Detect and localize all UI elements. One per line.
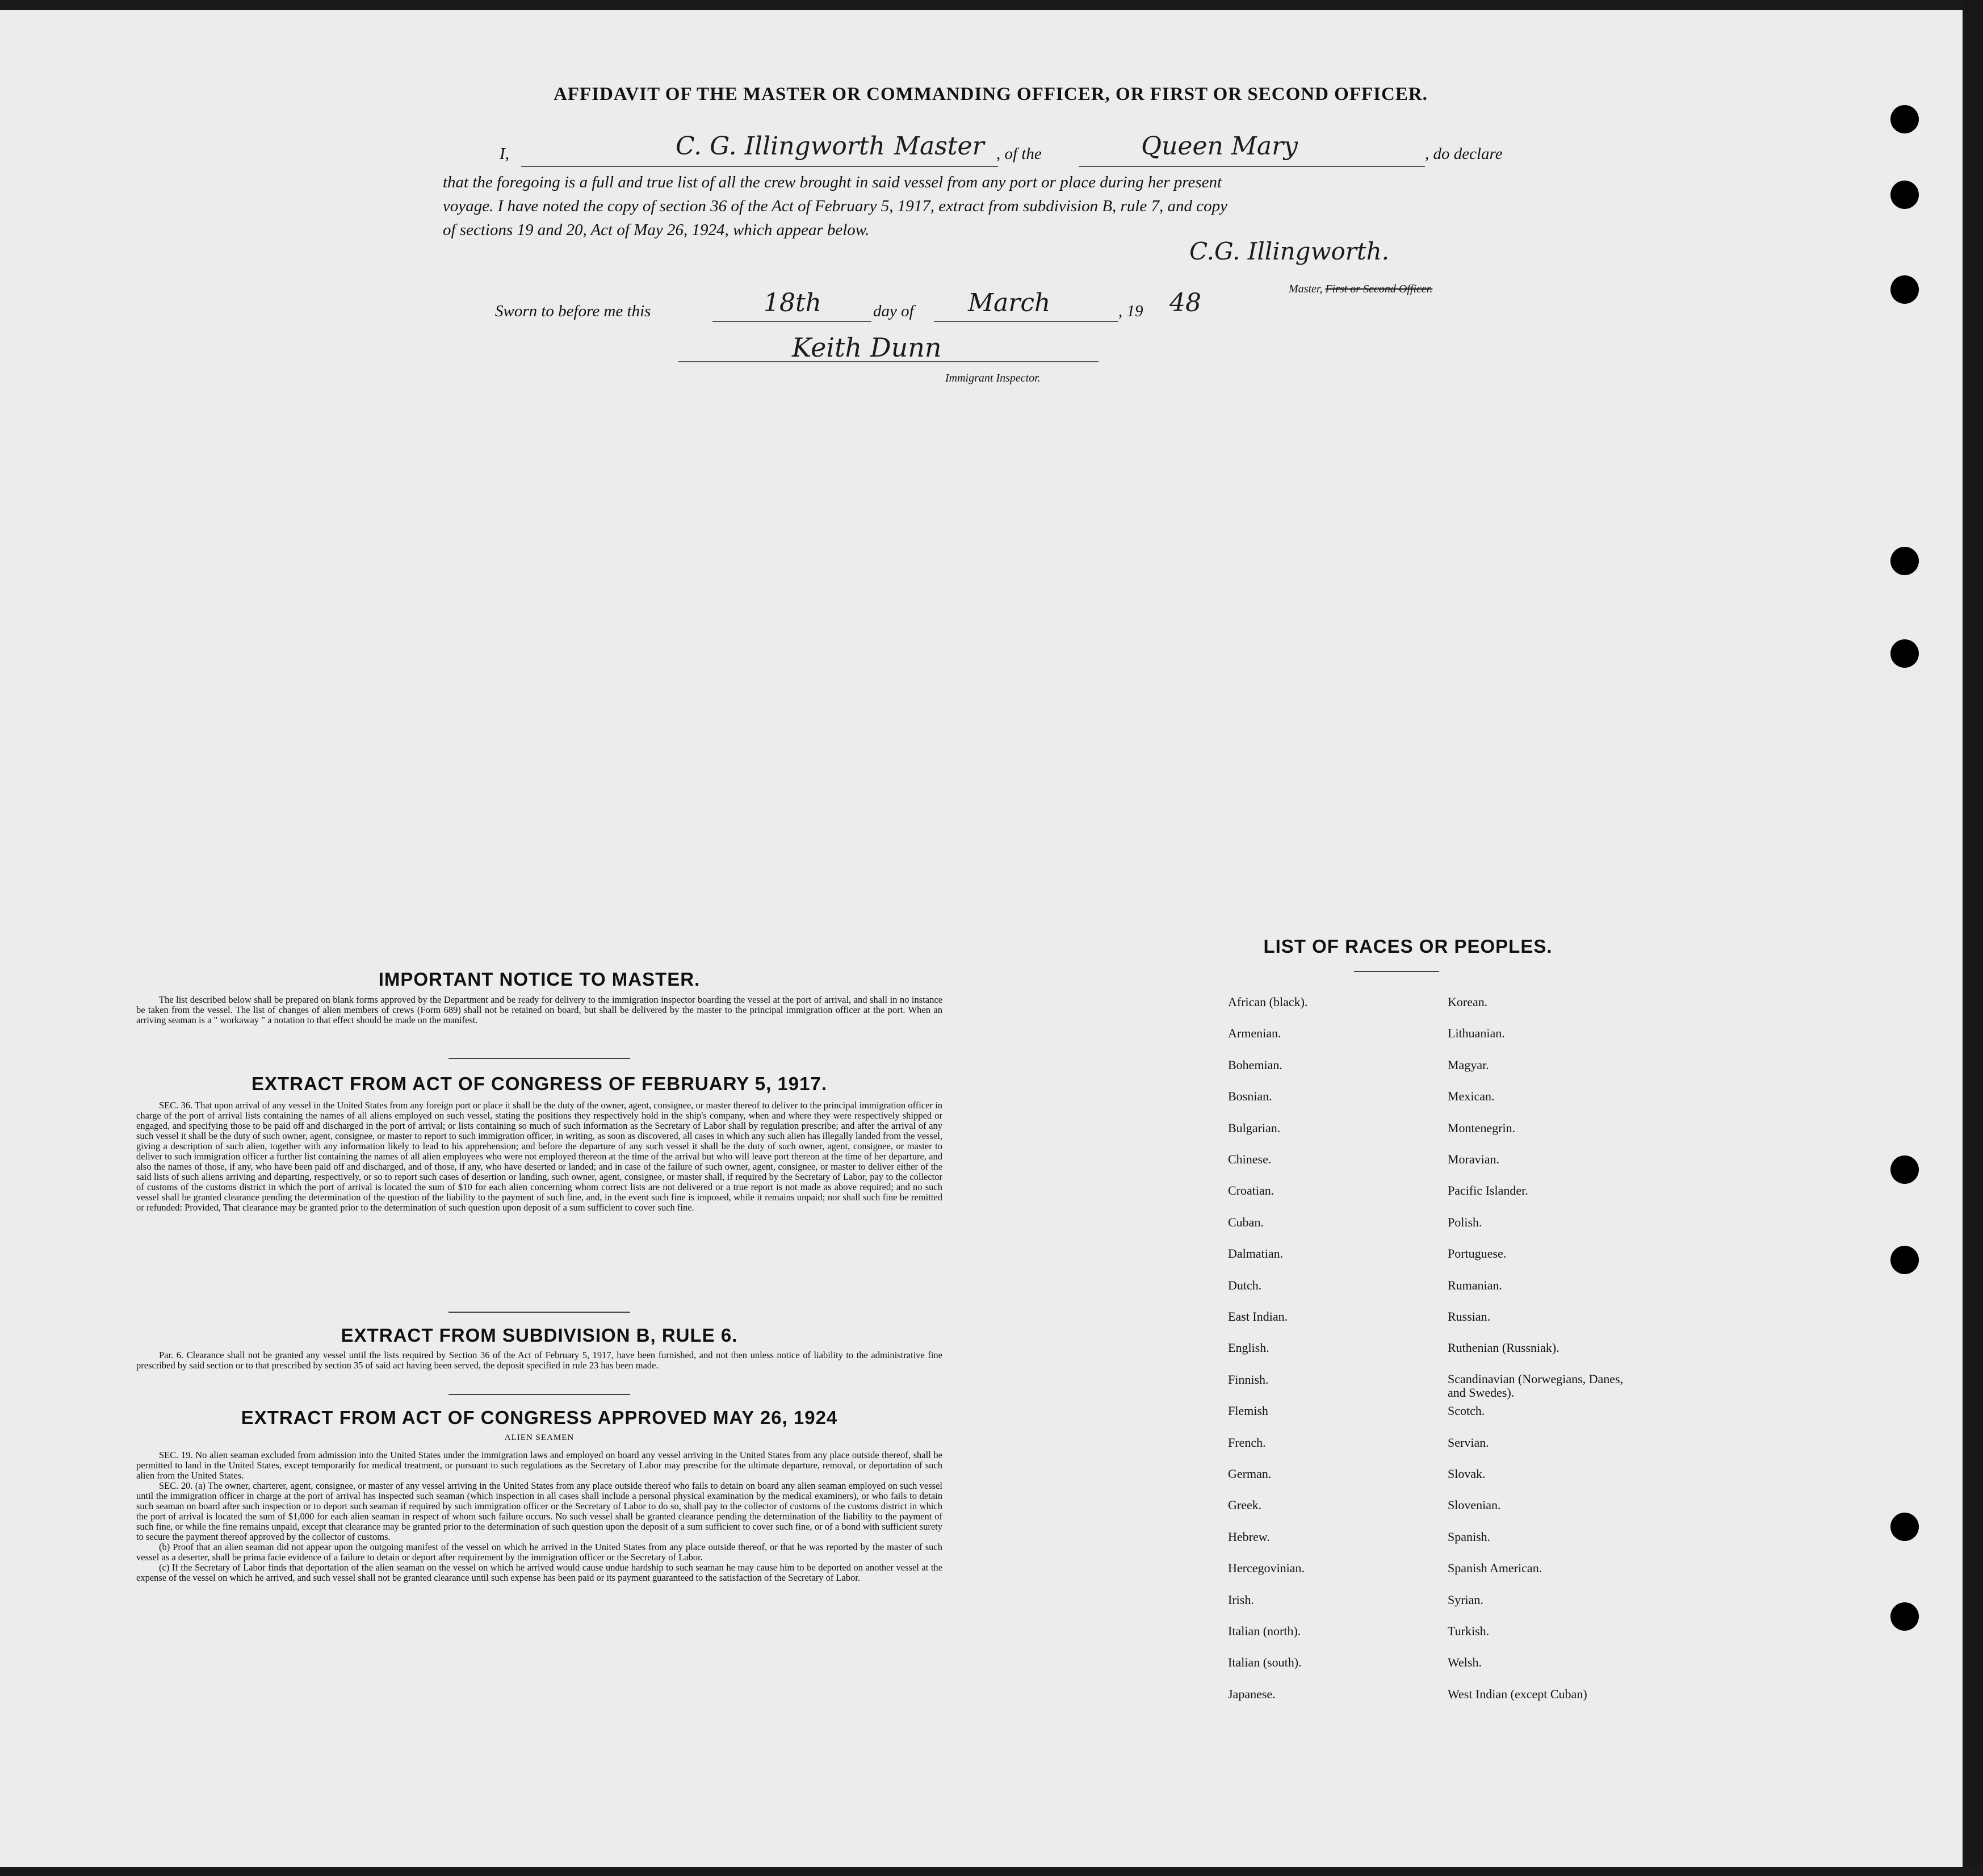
race-item: Chinese. [1228, 1152, 1272, 1166]
officer-name-handwritten: C. G. Illingworth [676, 132, 885, 161]
race-item: Dalmatian. [1228, 1246, 1284, 1261]
rule-6-body [136, 1350, 942, 1371]
punch-hole [1890, 1246, 1919, 1274]
race-item: Syrian. [1448, 1592, 1483, 1607]
race-item: Italian (south). [1228, 1655, 1302, 1670]
race-item: Hercegovinian. [1228, 1561, 1305, 1576]
race-item: Slovak. [1448, 1467, 1486, 1481]
extract-1924-body [136, 1450, 942, 1583]
race-item: Mexican. [1448, 1089, 1495, 1104]
race-item: Scotch. [1448, 1404, 1485, 1418]
race-item: Servian. [1448, 1435, 1489, 1450]
notice-title: IMPORTANT NOTICE TO MASTER. [378, 969, 701, 990]
race-item: Flemish [1228, 1404, 1268, 1418]
race-item: Portuguese. [1448, 1246, 1507, 1261]
sworn-day-handwritten: 18th [764, 288, 822, 317]
race-item: Irish. [1228, 1592, 1254, 1607]
race-item: Lithuanian. [1448, 1026, 1505, 1041]
race-item: Turkish. [1448, 1624, 1490, 1638]
punch-hole [1890, 639, 1919, 668]
year-handwritten: 48 [1169, 288, 1201, 317]
punch-hole [1890, 105, 1919, 133]
sec-19-paragraph: SEC. 19. No alien seaman excluded from admission into the United States under the immigration laws and employed on board any vessel arriving in the United States from any place outside thereof, shall be permitted to land in the United States, except temporarily for medical treatment, or pursuant to such regulations as the Secretary of Labor may prescribe for the ultimate departure, removal, or deportation of such alien from the United States. [136, 1450, 942, 1481]
race-item: Ruthenian (Russniak). [1448, 1341, 1559, 1355]
extract-1917-paragraph: SEC. 36. That upon arrival of any vessel in the United States from any foreign port or place it shall be the duty of the owner, agent, consignee, or master thereof to deliver to the principal immigration officer in charge of the port of arrival lists containing the names of all aliens employed on such vessel, stating the positions they respectively hold in the ship's company, when and where they were respectively shipped or engaged, and specifying those to be paid off and discharged in the port of arrival; or lists containing so much of such information as the Secretary of Labor shall by regulation prescribe; and after the arrival of any such vessel it shall be the duty of such owner, agent, consignee, or master to report to such immigration officer, in writing, as soon as discovered, all cases in which any such alien has illegally landed from the vessel, giving a description of such alien, together with any information likely to lead to his apprehension; and before the departure of any such vessel it shall be the duty of such owner, agent, consignee, or master to deliver to such immigration officer a further list containing the names of all alien employees who were not employed thereon at the time of the arrival but who will leave port thereon at the time of her departure, and also the names of those, if any, who have been paid off and discharged, and of those, if any, who have deserted or landed; and in case of the failure of such owner, agent, consignee, or master to deliver either of the said lists of such aliens arriving and departing, respectively, or so to report such cases of desertion or landing, such owner, agent, consignee, or master shall, if required by the Secretary of Labor, pay to the collector of customs of the customs district in which the port of arrival is located the sum of $10 for each alien concerning whom correct lists are not delivered or a true report is not made as above required; and no such vessel shall be granted clearance pending the determination of the question of the liability to the payment of such fine, and, in the event such fine is imposed, while it remains unpaid; nor shall such fine be remitted or refunded: Provided, That clearance may be granted prior to the determination of such question upon deposit of a sum sufficient to cover such fine. [136, 1100, 942, 1213]
race-item: Spanish. [1448, 1529, 1491, 1544]
extract-1917-title: EXTRACT FROM ACT OF CONGRESS OF FEBRUARY 5, 1917. [251, 1073, 828, 1094]
vessel-handwritten: Queen Mary [1141, 132, 1298, 161]
race-item: Japanese. [1228, 1686, 1276, 1701]
race-item: Bohemian. [1228, 1057, 1282, 1072]
race-item: Greek. [1228, 1498, 1262, 1513]
race-item: Scandinavian (Norwegians, Danes, and Swedes). [1448, 1371, 1624, 1400]
races-title-underline [1354, 971, 1439, 972]
affidavit-line-4: of sections 19 and 20, Act of May 26, 1924, which appear below. [443, 221, 870, 239]
punch-hole [1890, 1155, 1919, 1184]
race-item: Spanish American. [1448, 1561, 1542, 1576]
rule-6-paragraph: Par. 6. Clearance shall not be granted any vessel until the lists required by Section 36 of the Act of February 5, 1917, have been furnished, and not then unless notice of liability to the administrative fine prescribed by said section or to that prescribed by section 35 of said act having been served, the deposit specified in rule 23 has been made. [136, 1350, 942, 1371]
race-item: African (black). [1228, 995, 1308, 1009]
section-divider [448, 1312, 630, 1313]
race-item: German. [1228, 1467, 1272, 1481]
extract-1917-body [136, 1100, 942, 1213]
race-item: West Indian (except Cuban) [1448, 1686, 1587, 1701]
race-item: Hebrew. [1228, 1529, 1270, 1544]
race-item: Pacific Islander. [1448, 1183, 1528, 1198]
signature-caption-master: Master, [1289, 283, 1326, 295]
race-item: French. [1228, 1435, 1266, 1450]
sec-20c-paragraph: (c) If the Secretary of Labor finds that deportation of the alien seaman on the vessel on which he arrived would cause undue hardship to such seaman he may cause him to be deported on another vessel at the expense of the vessel on which he arrived, and such vessel shall not be granted clearance until such expense has been paid or its payment guaranteed to the satisfaction of the Secretary of Labor. [136, 1562, 942, 1583]
sworn-month-handwritten: March [968, 288, 1051, 317]
rank-handwritten: Master [894, 132, 984, 161]
notice-paragraph: The list described below shall be prepared on blank forms approved by the Department and be ready for delivery to the immigration inspector boarding the vessel at the port of arrival, and shall in no instance be taken from the vessel. The list of changes of alien members of crews (Form 689) shall not be retained on board, but shall be delivered by the master to the principal immigration officer at the port. When an arriving seaman is a " workaway " a notation to that effect should be made on the manifest. [136, 994, 942, 1025]
scan-right-edge [1963, 0, 1983, 1876]
race-item: Russian. [1448, 1309, 1491, 1324]
section-divider [448, 1058, 630, 1059]
race-item: Finnish. [1228, 1372, 1269, 1387]
sec-20a-paragraph: SEC. 20. (a) The owner, charterer, agent, consignee, or master of any vessel arriving in the United States from any place outside thereof who fails to detain on board any alien seaman employed on such vessel until the immigration officer in charge at the port of arrival has inspected such seaman (which inspection in all cases shall include a personal physical examination by the medical examiners), or who fails to detain such seaman on board after such inspection or to deport such seaman if required by such immigration officer or the Secretary of Labor to do so, shall pay to the collector of customs of the customs district in which the port of arrival is located the sum of $1,000 for each alien seaman in respect of whom such failure occurs. No such vessel shall be granted clearance pending the determination of the liability to the payment of such fine, or while the fine remains unpaid, except that clearance may be granted prior to the determination of such question upon the deposit of a sum sufficient to cover such fine, or of a bond with sufficient surety to secure the payment thereof approved by the collector of customs. [136, 1480, 942, 1542]
race-item: Italian (north). [1228, 1624, 1301, 1638]
race-item: Bosnian. [1228, 1089, 1272, 1104]
affidavit-title: AFFIDAVIT OF THE MASTER OR COMMANDING OFFICER, OR FIRST OR SECOND OFFICER. [554, 84, 1428, 104]
declare-label: , do declare [1425, 145, 1503, 163]
races-title: LIST OF RACES OR PEOPLES. [1263, 936, 1553, 957]
race-item: East Indian. [1228, 1309, 1288, 1324]
extract-1924-subtitle: ALIEN SEAMEN [504, 1433, 575, 1442]
inspector-caption: Immigrant Inspector. [945, 372, 1041, 384]
punch-hole [1890, 181, 1919, 209]
affidavit-line-3: voyage. I have noted the copy of section 36 of the Act of February 5, 1917, extract from subdivision B, rule 7, and copy [443, 197, 1228, 215]
race-item: Montenegrin. [1448, 1120, 1516, 1135]
scan-bottom-edge [0, 1867, 1983, 1876]
rule-6-title: EXTRACT FROM SUBDIVISION B, RULE 6. [341, 1325, 738, 1346]
sworn-month-line [934, 321, 1118, 322]
notice-body [136, 995, 942, 1025]
year-prefix: , 19 [1118, 302, 1143, 320]
inspector-signature: Keith Dunn [792, 332, 942, 363]
punch-hole [1890, 1602, 1919, 1631]
race-item: Moravian. [1448, 1152, 1500, 1166]
punch-hole [1890, 1513, 1919, 1541]
scan-top-edge [0, 0, 1983, 10]
race-item: Polish. [1448, 1215, 1482, 1229]
race-item: Cuban. [1228, 1215, 1264, 1229]
race-item: Armenian. [1228, 1026, 1281, 1041]
race-item: English. [1228, 1341, 1269, 1355]
sec-20b-paragraph: (b) Proof that an alien seaman did not appear upon the outgoing manifest of the vessel on which he arrived in the United States from any place outside thereof, or that he was reported by the master of such vessel as a deserter, shall be prima facie evidence of a failure to detain or deport after requirement by the immigration officer or the Secretary of Labor. [136, 1542, 942, 1563]
race-item: Croatian. [1228, 1183, 1275, 1198]
extract-1924-title: EXTRACT FROM ACT OF CONGRESS APPROVED MAY 26, 1924 [241, 1407, 838, 1428]
signature-caption-struck: First or Second Officer. [1325, 283, 1433, 295]
punch-hole [1890, 547, 1919, 575]
punch-hole [1890, 275, 1919, 304]
race-item: Rumanian. [1448, 1278, 1502, 1292]
name-line [521, 166, 998, 167]
of-the-label: , of the [996, 145, 1042, 163]
race-item: Magyar. [1448, 1057, 1489, 1072]
sworn-day-line [712, 321, 871, 322]
affidavit-line-2: that the foregoing is a full and true list of all the crew brought in said vessel from any port or place during her present [443, 173, 1222, 191]
race-item: Bulgarian. [1228, 1120, 1281, 1135]
race-item: Korean. [1448, 995, 1488, 1009]
race-item: Dutch. [1228, 1278, 1262, 1292]
sworn-label: Sworn to before me this [495, 302, 651, 320]
signature-caption [1289, 283, 1432, 296]
day-of-label: day of [873, 302, 914, 320]
affidavit-pronoun: I, [500, 145, 509, 163]
section-divider [448, 1394, 630, 1395]
race-item: Welsh. [1448, 1655, 1482, 1670]
vessel-line [1079, 166, 1425, 167]
race-item: Slovenian. [1448, 1498, 1501, 1513]
master-signature: C.G. Illingworth. [1189, 237, 1390, 265]
